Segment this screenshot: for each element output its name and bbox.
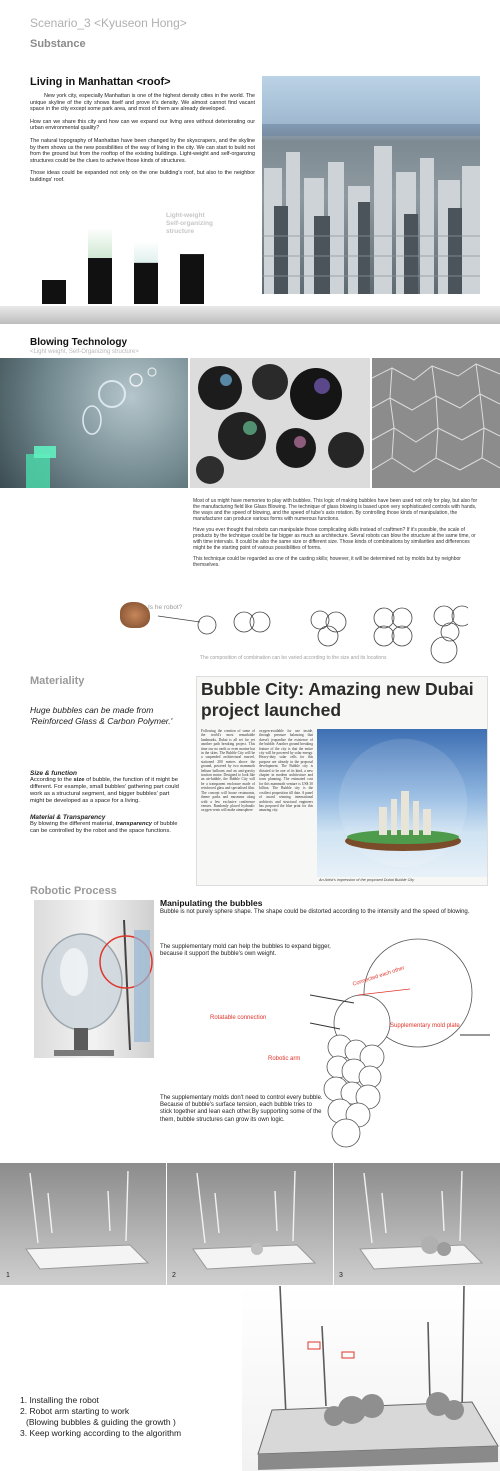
manhattan-title: Living in Manhattan <roof> xyxy=(30,76,171,88)
manipulating-p3: The supplementary molds don't need to control every bubble. Because of bubble's surface tension, each bubble tries to stick together and lean each other.By supporting some of the them, bubble structures can grow its own logic. xyxy=(160,1095,323,1123)
manipulating-p2: The supplementary mold can help the bubbles to expand bigger, because it support the bubble's own weight. xyxy=(160,944,331,958)
blowing-p3: This technique could be regarded as one of the casting skills; however, it will be determined not by molds but by neighbor themselves. xyxy=(193,556,461,568)
label-rotatable-connection: Rotatable connection xyxy=(210,1015,267,1021)
step-1: 1. Installing the robot xyxy=(20,1395,99,1405)
render-frame-2 xyxy=(167,1163,333,1285)
size-function-heading: Size & function xyxy=(30,770,77,777)
label-supplementary-mold: Supplementary mold plate xyxy=(390,1023,460,1029)
frame-label-3: 3 xyxy=(339,1272,343,1279)
section-title: Substance xyxy=(30,38,86,50)
robotic-process-title: Robotic Process xyxy=(30,885,117,897)
bar-growth-2 xyxy=(134,242,158,263)
news-column-2: oxygen-available for use inside, through pressure balancing that doesn't jeopardise the existence of the bubble. Another ground breaking feature of the city is that the entire city will be powered by solar energy. Heavy-duty solar cells for this purpose are already in the proposal development. The Bubble city is dictated to be one of its kind, a new chapter in modern architecture and town planning. The estimated cost for this mammoth venture is US$ 30 billion. The Bubble city is the costliest proposition till date. A panel of award winning international architects and structural engineers has proposed the blue print for this amazing city. xyxy=(259,729,313,813)
blowing-title: Blowing Technology xyxy=(30,337,128,348)
hand-blowing-photo xyxy=(120,602,150,628)
blowing-subtitle: <Light weight, Self-Organizing structure> xyxy=(30,349,139,355)
render-frame-3 xyxy=(334,1163,500,1285)
materiality-title: Materiality xyxy=(30,675,85,687)
manhattan-p1: New york city, especially Manhattan is one of the highest density cities in the world. The unique skyline of the city shows itself and prove it's density. We almost cannot find vacant space in the city except some park area, and most of them are already developed. xyxy=(30,93,255,113)
news-headline: Bubble City: Amazing new Dubai project launched xyxy=(201,679,474,720)
bar-base-1 xyxy=(88,258,112,304)
blowing-p1: Most of us might have memories to play with bubbles. This logic of making bubbles have been used not only for play, but also for the manufacturing field like Glass Blowing. The technique of glass blowing is based upon very sophisticated controls with hands, the ways and the speed of blowing, and the speed of tube's axis rotation. By controlling those kinds of manipulation, the manufacturer can produce various forms with numerous functions. xyxy=(193,498,478,522)
bar-base-2 xyxy=(134,263,158,304)
manhattan-skyline-photo xyxy=(262,76,480,294)
size-function-text-a: According to the xyxy=(30,777,74,783)
size-function-text-b: of bubble, the function of it might be different. For example, small bubbles' gathering part could work as a structural segment, and bigger bubbles' part might be developed as a space for a living. xyxy=(30,777,179,804)
frame-label-1: 1 xyxy=(6,1272,10,1279)
materiality-text xyxy=(30,770,180,835)
manipulating-title: Manipulating the bubbles xyxy=(160,898,263,908)
bubble-city-render xyxy=(317,729,487,877)
news-caption: An Artist's impression of the proposed Dubai Bubble City xyxy=(319,878,415,882)
step-2: 2. Robot arm starting to work xyxy=(20,1406,130,1416)
manhattan-p4: Those ideas could be expanded not only on the one building's roof, but also to the neighbor buildings' roof. xyxy=(30,170,255,183)
manhattan-p3: The natural topography of Manhattan have been changed by the skyscrapers, and the skyline by them shows us the new possibilities of the way of living in the city. We can start to build not from the ground but from the rooftop of the existing buildings. Light-weight and self-organzing structures could be the clues to acheive those kinds of structures. xyxy=(30,137,255,164)
material-transparency-text-a: By blowing the different material, xyxy=(30,821,116,827)
blowing-p2: Have you ever thought that robots can manipulate those complicating skills instead of craftmen? If it's possible, the scale of products by the technique could be far bigger as much as architecture. Sevral robots can blow the structure at the same time, or with time intervals. It could be also the same size or different size. Those kinds of combinations by similarities and differences might be the starting point of various possibilities of forms. xyxy=(193,527,476,551)
label-robotic-arm: Robotic arm xyxy=(268,1056,301,1062)
robot-question: Is he robot? xyxy=(148,604,183,611)
newspaper-clipping xyxy=(196,676,488,886)
materiality-quote: Huge bubbles can be made from 'Reinforced Glass & Carbon Polymer.' xyxy=(30,705,173,726)
manhattan-text xyxy=(30,93,255,184)
render-frame-1 xyxy=(0,1163,166,1285)
robotic-glass-photo xyxy=(34,900,154,1058)
manhattan-p2: How can we share this city and how can we expand our living ares without deteriorating our urban environmental quality? xyxy=(30,118,255,132)
blowing-text xyxy=(193,498,483,568)
material-transparency-text-b: of bubble can be controlled by the robot and the space functions. xyxy=(30,821,178,834)
material-transparency-text xyxy=(30,821,180,835)
combination-caption: The composition of combination can be varied according to the size and its locations xyxy=(200,655,387,661)
render-large xyxy=(242,1286,500,1471)
section-divider xyxy=(0,306,500,324)
frame-label-2: 2 xyxy=(172,1272,176,1279)
bar-base-3 xyxy=(180,254,204,304)
material-transparency-heading: Material & Transparency xyxy=(30,814,106,821)
step-3: 3. Keep working according to the algorithm xyxy=(20,1428,182,1438)
steps-list xyxy=(20,1395,181,1439)
step-2-detail: (Blowing bubbles & guiding the growth ) xyxy=(26,1417,176,1427)
bar-base-0 xyxy=(42,280,66,304)
bar-growth-1 xyxy=(88,227,112,258)
diagram-label: Light-weight Self-organizing structure xyxy=(166,212,213,235)
size-function-keyword: size xyxy=(73,777,85,783)
rooftop-bar-diagram xyxy=(30,208,270,308)
scenario-title: Scenario_3 <Kyuseon Hong> xyxy=(30,16,187,30)
size-function-text xyxy=(30,777,180,805)
bubble-foam-photo xyxy=(372,358,500,488)
material-transparency-keyword: transparency xyxy=(115,821,153,827)
bubble-cluster-photo xyxy=(190,358,370,488)
label-connected: Connected each other xyxy=(352,965,406,988)
manipulating-p1: Bubble is not purely sphere shape. The shape could be distorted according to the intensity and the speed of blowing. xyxy=(160,909,470,915)
bubble-pipe-photo xyxy=(0,358,188,488)
news-column-1: Following the creation of some of the world's most remarkable landmarks, Dubai is all set for yet another path breaking project. This time our no earth or even marine but in the skies. The Bubble City will be a suspended architectural marvel, stationed 200 metres above the ground, powered by two mammoth helium balloons and an anti-gravity traction motor. Designed to look like an air-bubble, the Bubble City will be a transparent enclosure made of reinforced glass and specialised film. The concept will house restaurants, theme parks and museums along with a few exclusive conference venues. Randomly placed hydraulic oxygen vents will make atmosphere xyxy=(201,729,255,813)
